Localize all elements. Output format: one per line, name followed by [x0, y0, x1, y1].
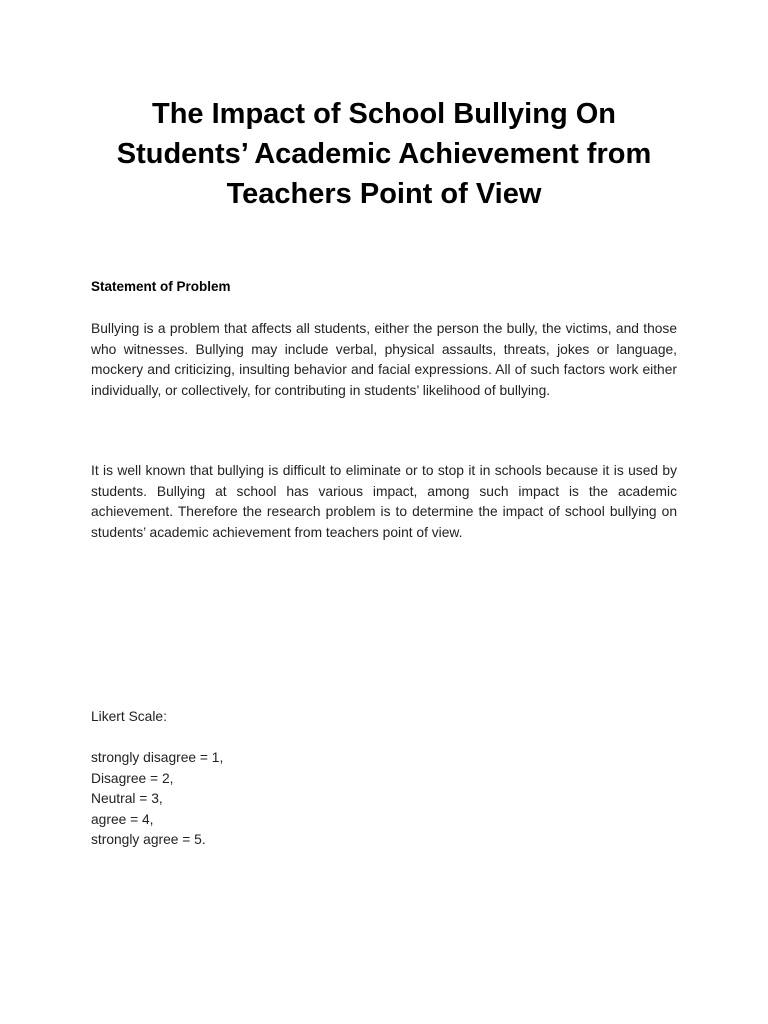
likert-item: Disagree = 2, [91, 770, 174, 786]
section-heading: Statement of Problem [91, 279, 231, 294]
likert-item: strongly disagree = 1, [91, 750, 224, 765]
paragraph-problem: Bullying is a problem that affects all students, either the person the bully, the victims, and those who witnesses. Bullying may include verbal, physical assaults, threats, jokes or language, mockery and criticizing, insulting behavior and facial expressions. All of such factors work either individually, or collectively, for contributing in students’ likelihood of bullying. [91, 321, 677, 398]
likert-item: strongly agree = 5. [91, 832, 206, 847]
likert-scale-list [91, 748, 223, 851]
title-line-2: Students’ Academic Achievement from [116, 138, 652, 170]
likert-item: agree = 4, [91, 811, 154, 827]
likert-scale-label: Likert Scale: [91, 709, 167, 724]
document-title [60, 94, 708, 214]
title-line-3: Teachers Point of View [226, 178, 542, 210]
title-line-1: The Impact of School Bullying On [151, 98, 616, 130]
likert-item: Neutral = 3, [91, 791, 163, 806]
paragraph-research: It is well known that bullying is difficult to eliminate or to stop it in schools because it is used by students. Bullying at school has various impact, among such impact is the academic achievement. Therefore the research problem is to determine the impact of school bullying on students’ academic achievement from teachers point of view. [91, 463, 677, 540]
